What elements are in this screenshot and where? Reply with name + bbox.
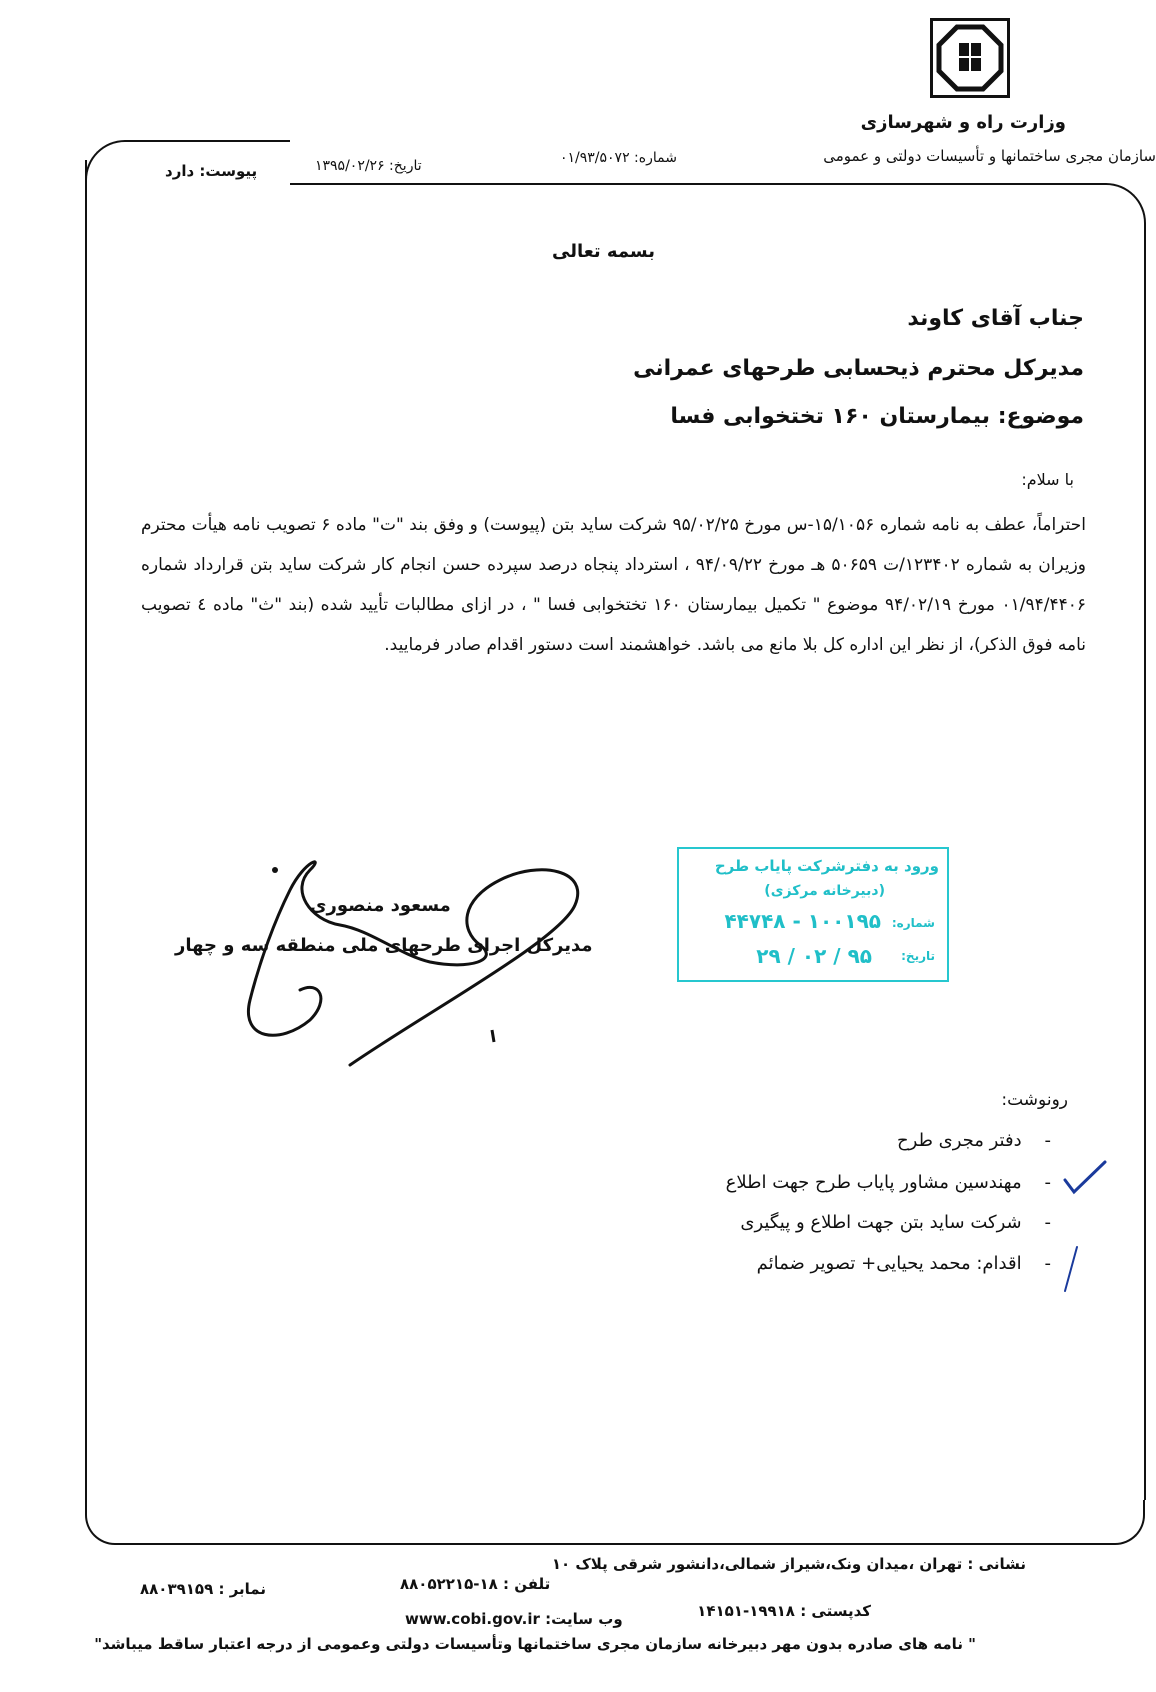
ministry-name: وزارت راه و شهرسازی bbox=[860, 112, 1066, 133]
cc-item-text: مهندسین مشاور پایاب طرح جهت اطلاع bbox=[725, 1172, 1022, 1193]
handwritten-mark-icon bbox=[1055, 1245, 1085, 1295]
letter-date-label: تاریخ: bbox=[389, 158, 422, 174]
cc-item-text: اقدام: محمد یحیایی+ تصویر ضمائم bbox=[756, 1253, 1022, 1274]
letter-date-value: ۱۳۹۵/۰۲/۲۶ bbox=[315, 158, 385, 174]
stamp-number-label: شماره: bbox=[891, 916, 935, 930]
stamp-date-label: تاریخ: bbox=[901, 949, 935, 963]
checkmark-icon bbox=[1060, 1158, 1110, 1198]
organization-name: سازمان مجری ساختمانها و تأسیسات دولتی و عمومی bbox=[823, 147, 1156, 165]
stamp-subtitle: (دبیرخانه مرکزی) bbox=[764, 883, 885, 899]
signer-name: مسعود منصوری bbox=[310, 895, 451, 916]
stamp-date-value: ۹۵ / ۰۲ / ۲۹ bbox=[756, 944, 872, 968]
frame-right-line bbox=[1144, 240, 1146, 1500]
recipient-role: مدیرکل محترم ذیحسابی طرحهای عمرانی bbox=[633, 356, 1084, 381]
footer-validity-notice: " نامه های صادره بدون مهر دبیرخانه سازمان مجری ساختمانها وتأسیسات دولتی وعمومی از درجه اعتبار ساقط میباشد" bbox=[94, 1635, 976, 1653]
cc-item: - مهندسین مشاور پایاب طرح جهت اطلاع bbox=[725, 1172, 1051, 1193]
frame-left-line bbox=[85, 160, 87, 1505]
cc-item: - دفتر مجری طرح bbox=[897, 1130, 1051, 1151]
logo-emblem-icon bbox=[933, 21, 1007, 95]
frame-top-line bbox=[290, 183, 1100, 185]
recipient-name: جناب آقای کاوند bbox=[907, 306, 1084, 331]
frame-bottom bbox=[85, 1500, 1145, 1545]
cc-item: - شرکت ساید بتن جهت اطلاع و پیگیری bbox=[740, 1212, 1051, 1233]
cc-item-text: شرکت ساید بتن جهت اطلاع و پیگیری bbox=[740, 1212, 1022, 1233]
footer-address: نشانی : تهران ،میدان ونک،شیراز شمالی،دانشور شرقی پلاک ۱۰ bbox=[551, 1555, 1026, 1573]
letter-number-value: ۰۱/۹۳/۵۰۷۲ bbox=[560, 150, 630, 166]
footer-website-url[interactable]: www.cobi.gov.ir bbox=[405, 1610, 540, 1628]
received-stamp bbox=[677, 847, 949, 982]
footer-postal-code: کدپستی : ۱۹۹۱۸-۱۴۱۵۱ bbox=[697, 1602, 871, 1620]
greeting: با سلام: bbox=[1021, 470, 1074, 489]
organization-logo bbox=[930, 18, 1010, 98]
letter-body: احتراماً، عطف به نامه شماره ۱۵/۱۰۵۶-س مورخ ۹۵/۰۲/۲۵ شرکت ساید بتن (پیوست) و وفق بند "ت" ماده ۶ تصویب نامه هیأت محترم وزیران به شماره ۱۲۳۴۰۲/ت ۵۰۶۵۹ هـ مورخ ۹۴/۰۹/۲۲ ، استرداد پنجاه درصد سپرده حسن انجام کار شرکت ساید بتن قرارداد شماره ۰۱/۹۴/۴۴۰۶ مورخ ۹۴/۰۲/۱۹ موضوع " تکمیل بیمارستان ۱۶۰ تختخوابی فسا " ، در ازای مطالبات تأیید شده (بند "ث" ماده ٤ تصویب نامه فوق الذکر)، از نظر این اداره کل بلا مانع می باشد. خواهشمند است دستور اقدام صادر فرمایید. bbox=[141, 515, 1087, 655]
frame-corner bbox=[1070, 183, 1146, 243]
letter-number bbox=[560, 150, 677, 166]
stamp-title: ورود به دفترشرکت پایاب طرح bbox=[714, 857, 939, 875]
footer-phone: تلفن : ۱۸-۸۸۰۵۲۲۱۵ bbox=[400, 1575, 551, 1593]
handwritten-signature-icon bbox=[230, 850, 590, 1070]
signer-title: مدیرکل اجرای طرحهای ملی منطقه سه و چهار bbox=[175, 935, 593, 956]
bismillah: بسمه تعالی bbox=[552, 241, 655, 262]
letter-number-label: شماره: bbox=[634, 150, 677, 166]
attachment-note: پیوست: دارد bbox=[165, 162, 258, 180]
footer-website-label: وب سایت: bbox=[545, 1610, 623, 1628]
letter-subject: موضوع: بیمارستان ۱۶۰ تختخوابی فسا bbox=[670, 404, 1084, 429]
cc-item-text: دفتر مجری طرح bbox=[897, 1130, 1022, 1151]
cc-item: - اقدام: محمد یحیایی+ تصویر ضمائم bbox=[756, 1253, 1051, 1274]
frame-corner-left bbox=[85, 140, 290, 185]
stamp-number-value: ۱۰۰۱۹۵ - ۴۴۷۴۸ bbox=[724, 909, 881, 933]
footer-fax: نمابر : ۸۸۰۳۹۱۵۹ bbox=[140, 1580, 266, 1598]
letter-date bbox=[315, 158, 422, 174]
footer-website bbox=[405, 1610, 623, 1628]
cc-title: رونوشت: bbox=[1001, 1090, 1068, 1110]
